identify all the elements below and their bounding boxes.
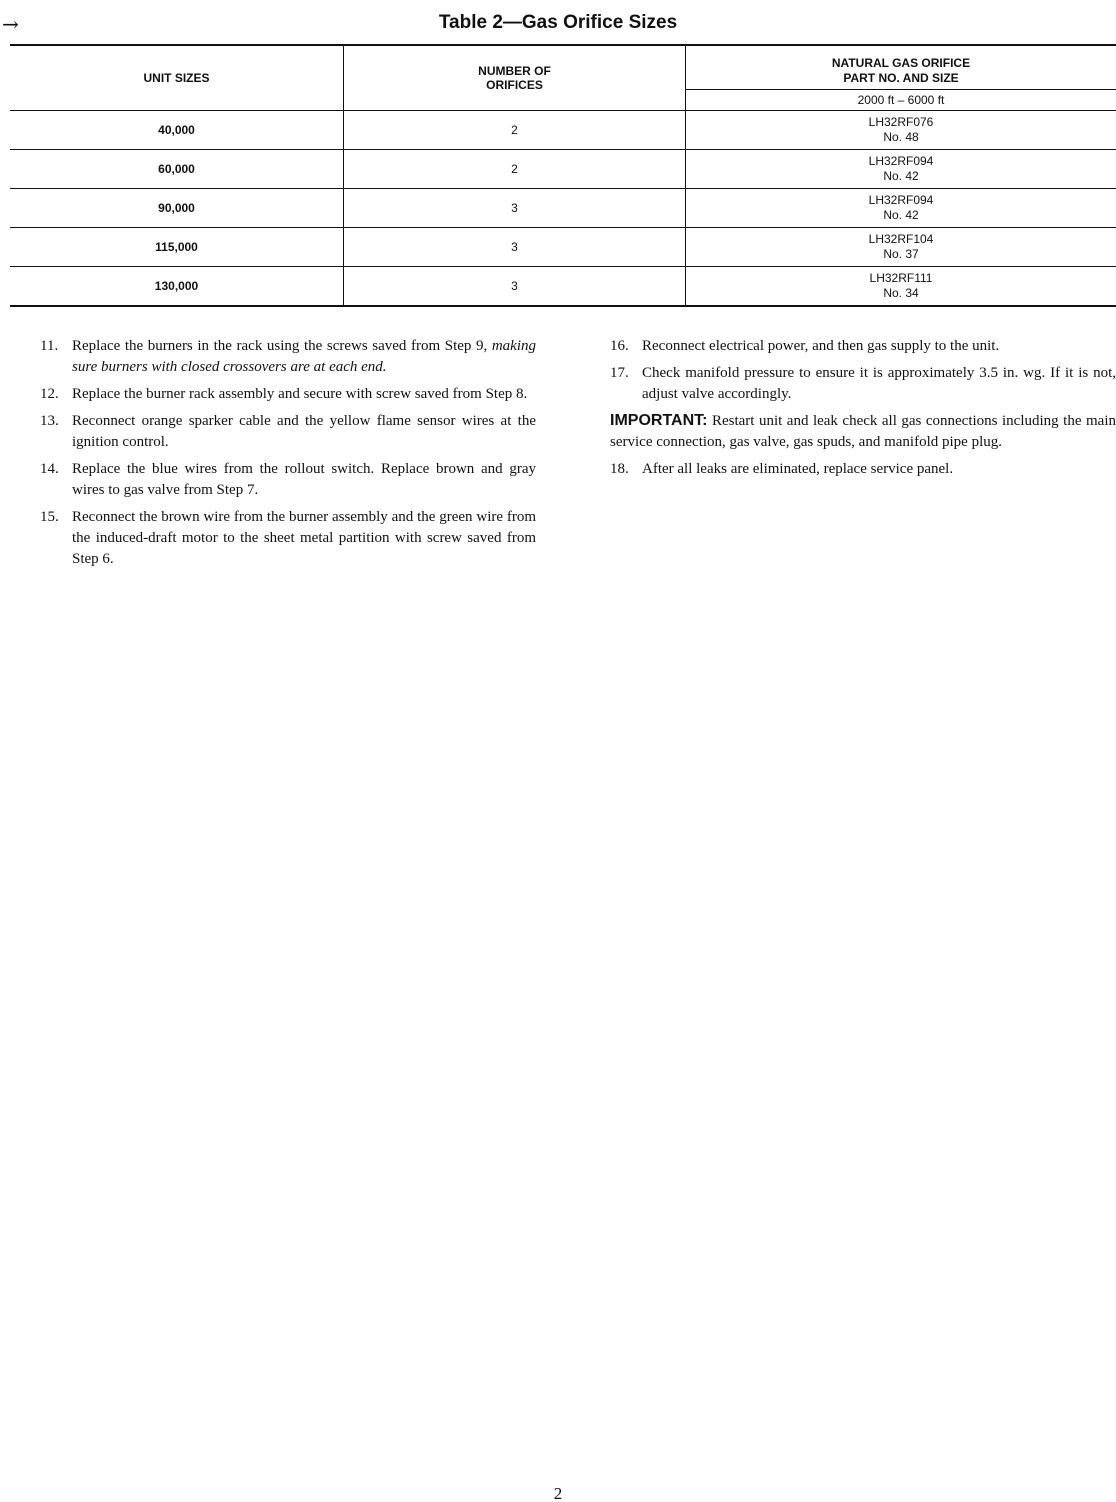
step-14: 14. Replace the blue wires from the rollout switch. Replace brown and gray wires to gas valve from Step 7. xyxy=(40,461,536,498)
important-note: IMPORTANT: Restart unit and leak check all gas connections including the main service connection, gas valve, gas spuds, and manifold pipe plug. xyxy=(610,412,1116,450)
header-unit-sizes: UNIT SIZES xyxy=(10,45,344,111)
step-18: 18. After all leaks are eliminated, replace service panel. xyxy=(610,461,954,477)
orifice-count-cell: 2 xyxy=(344,111,686,150)
table-row xyxy=(10,150,1116,189)
step-15: 15. Reconnect the brown wire from the burner assembly and the green wire from the induced-draft motor to the sheet metal partition with screw saved from Step 6. xyxy=(40,509,536,567)
table-title: Table 2—Gas Orifice Sizes xyxy=(438,12,678,33)
step-12: 12. Replace the burner rack assembly and secure with screw saved from Step 8. xyxy=(40,386,528,402)
gas-orifice-table xyxy=(10,44,1116,307)
table-row xyxy=(10,111,1116,150)
table-row xyxy=(10,228,1116,267)
unit-size-cell: 60,000 xyxy=(10,150,344,189)
page-number: 2 xyxy=(553,1484,563,1502)
step-13: 13. Reconnect orange sparker cable and the yellow flame sensor wires at the ignition control. xyxy=(40,413,536,450)
unit-size-cell: 40,000 xyxy=(10,111,344,150)
orifice-part-cell: LH32RF094 No. 42 xyxy=(686,150,1116,189)
orifice-count-cell: 2 xyxy=(344,150,686,189)
table-row xyxy=(10,267,1116,307)
steps-right-column xyxy=(610,336,1116,486)
orifice-part-cell: LH32RF111 No. 34 xyxy=(686,267,1116,307)
header-natural-gas-orifice: NATURAL GAS ORIFICE PART NO. AND SIZE xyxy=(686,45,1116,90)
steps-left-column xyxy=(40,336,536,576)
orifice-part-cell: LH32RF076 No. 48 xyxy=(686,111,1116,150)
step-11: 11. Replace the burners in the rack using the screws saved from Step 9, making sure burners with closed crossovers are at each end. xyxy=(40,338,536,375)
step-16: 16. Reconnect electrical power, and then gas supply to the unit. xyxy=(610,338,1000,354)
orifice-part-cell: LH32RF094 No. 42 xyxy=(686,189,1116,228)
table-row xyxy=(10,189,1116,228)
header-altitude: 2000 ft – 6000 ft xyxy=(686,90,1116,111)
header-number-of-orifices: NUMBER OF ORIFICES xyxy=(344,45,686,111)
unit-size-cell: 115,000 xyxy=(10,228,344,267)
orifice-count-cell: 3 xyxy=(344,267,686,307)
unit-size-cell: 90,000 xyxy=(10,189,344,228)
change-arrow-icon: → xyxy=(2,12,19,36)
orifice-count-cell: 3 xyxy=(344,228,686,267)
unit-size-cell: 130,000 xyxy=(10,267,344,307)
orifice-part-cell: LH32RF104 No. 37 xyxy=(686,228,1116,267)
orifice-count-cell: 3 xyxy=(344,189,686,228)
step-17: 17. Check manifold pressure to ensure it is approximately 3.5 in. wg. If it is not, adjust valve accordingly. xyxy=(610,365,1116,402)
